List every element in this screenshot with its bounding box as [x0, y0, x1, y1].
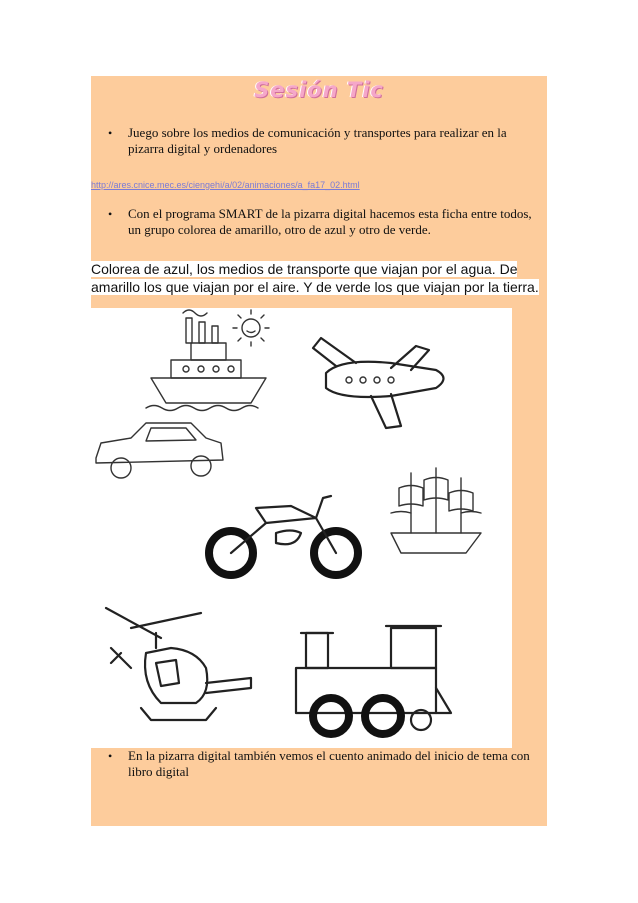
bullet-item-1: [108, 125, 543, 157]
bullet-text-2: Con el programa SMART de la pizarra digital hacemos esta ficha entre todos, un grupo colorea de amarillo, otro de azul y otro de verde.: [128, 206, 532, 237]
bullet-dot: •: [108, 126, 113, 140]
bullet-dot: •: [108, 749, 113, 763]
animation-link[interactable]: http://ares.cnice.mec.es/ciengehi/a/02/animaciones/a_fa17_02.html: [91, 180, 360, 190]
bullet-dot: •: [108, 207, 113, 221]
bullet-text-3: En la pizarra digital también vemos el cuento animado del inicio de tema con libro digital: [128, 748, 530, 779]
bullet-text-1: Juego sobre los medios de comunicación y transportes para realizar en la pizarra digital y ordenadores: [128, 125, 507, 156]
ship-icon: [146, 310, 266, 411]
sailing-ship-icon: [391, 468, 481, 553]
coloring-instruction: [91, 260, 543, 296]
train-icon: [296, 626, 451, 734]
page-title: Sesión Tic: [254, 78, 384, 102]
instruction-line-2: amarillo los que viajan por el aire. Y de verde los que viajan por la tierra.: [91, 279, 539, 295]
worksheet-drawing: [91, 308, 512, 748]
instruction-line-1: Colorea de azul, los medios de transporte que viajan por el agua. De: [91, 261, 518, 277]
helicopter-icon: [106, 608, 251, 720]
motorcycle-icon: [209, 496, 358, 575]
bullet-item-2: [108, 206, 543, 238]
transport-worksheet-image: [91, 308, 512, 748]
sun-icon: [233, 310, 269, 346]
bullet-item-3: [108, 748, 543, 780]
airplane-icon: [313, 338, 444, 428]
car-icon: [96, 423, 223, 478]
